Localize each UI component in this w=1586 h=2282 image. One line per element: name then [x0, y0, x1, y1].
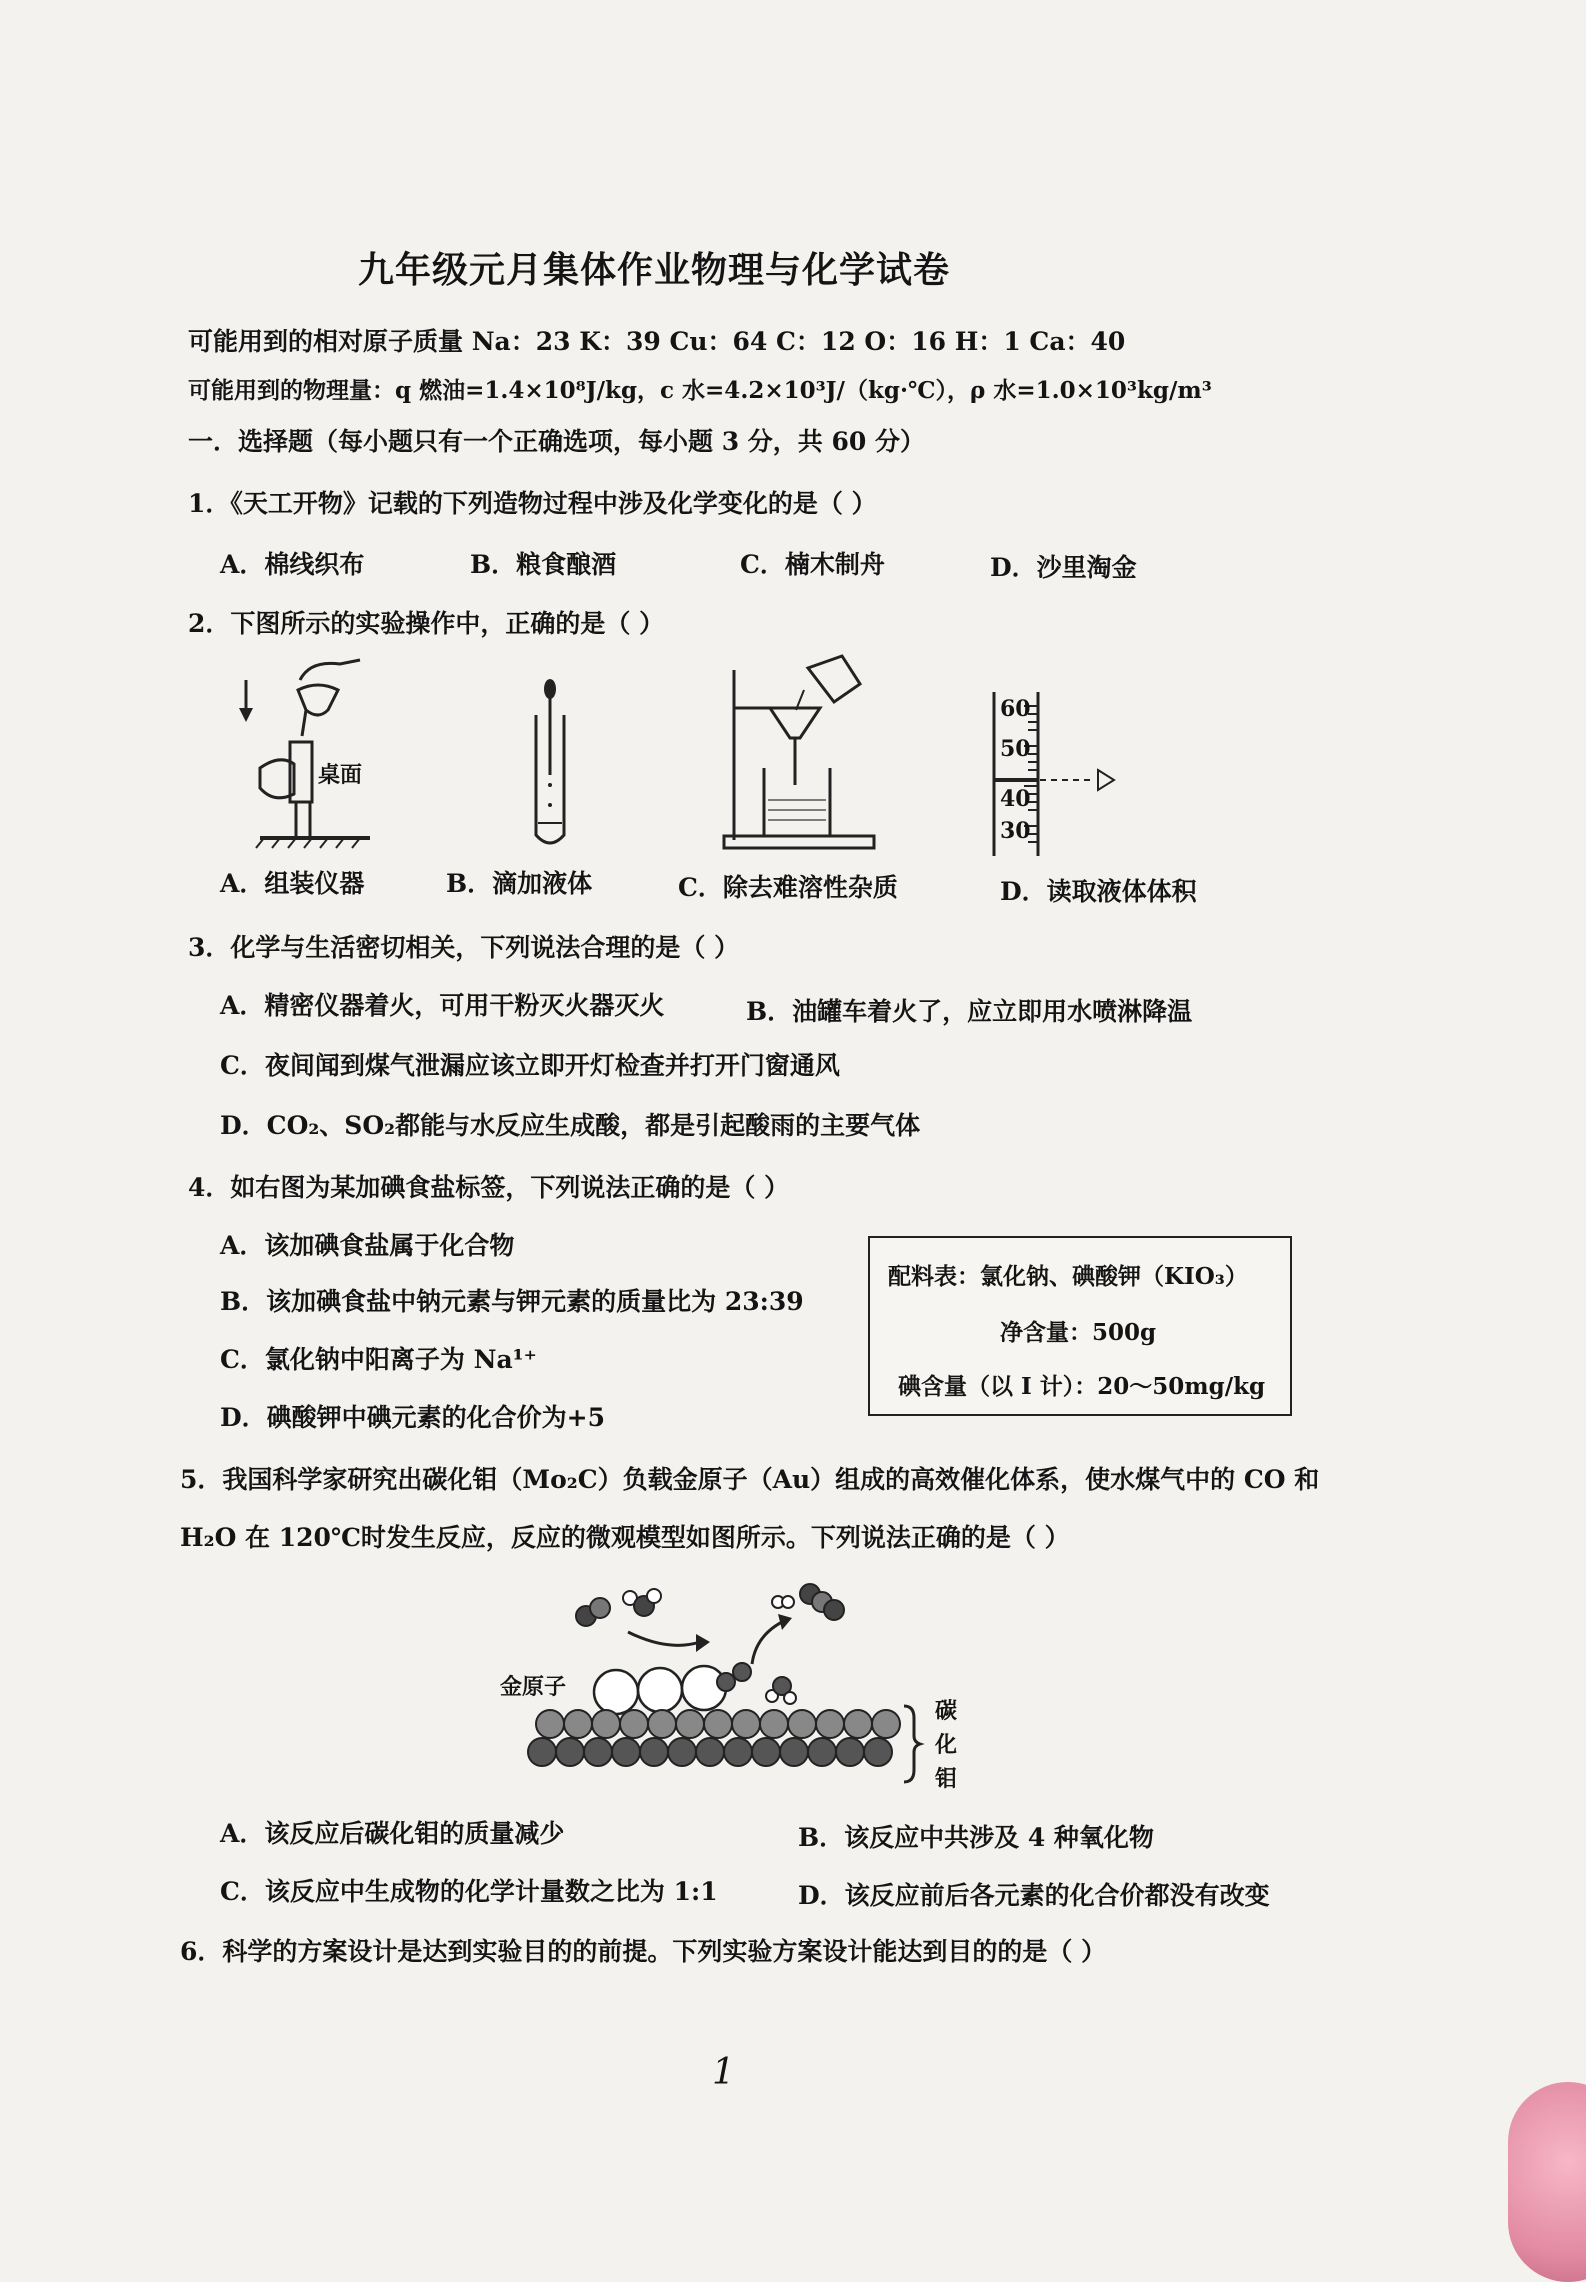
q5-option-a: A．该反应后碳化钼的质量减少 [220, 1819, 565, 1848]
q1-option-b: B．粮食酿酒 [470, 550, 617, 579]
q1-option-c: C．楠木制舟 [740, 550, 885, 579]
q5-option-b: B．该反应中共涉及 4 种氧化物 [798, 1823, 1154, 1852]
iodized-salt-label [868, 1236, 1292, 1416]
q2-option-b: B．滴加液体 [446, 869, 593, 898]
q4-option-a: A．该加碘食盐属于化合物 [220, 1231, 515, 1260]
atomic-mass-line: 可能用到的相对原子质量 Na：23 K：39 Cu：64 C：12 O：16 H：1 Ca：40 [188, 327, 1126, 356]
q3-option-b: B．油罐车着火了，应立即用水喷淋降温 [746, 997, 1193, 1026]
desk-label: 桌面 [318, 762, 363, 788]
exam-title: 九年级元月集体作业物理与化学试卷 [358, 250, 951, 291]
figure-dropping-liquid [520, 675, 580, 855]
finger-blur [1508, 2082, 1586, 2282]
question-6-stem: 6．科学的方案设计是达到实验目的的前提。下列实验方案设计能达到目的的是（ ） [180, 1937, 1107, 1966]
q1-option-a: A．棉线织布 [220, 550, 365, 579]
label-ingredients: 配料表：氯化钠、碘酸钾（KIO₃） [888, 1263, 1248, 1290]
q3-option-d: D．CO₂、SO₂都能与水反应生成酸，都是引起酸雨的主要气体 [220, 1111, 921, 1140]
gold-atom-label: 金原子 [500, 1674, 567, 1700]
cylinder-tick-60: 60 [1000, 696, 1031, 722]
mo2c-label-2: 化 [935, 1732, 958, 1758]
cylinder-tick-30: 30 [1000, 818, 1031, 844]
section-heading: 一．选择题（每小题只有一个正确选项，每小题 3 分，共 60 分） [188, 427, 926, 456]
q4-option-c: C．氯化钠中阳离子为 Na¹⁺ [220, 1345, 537, 1374]
question-5-stem-line-1: 5．我国科学家研究出碳化钼（Mo₂C）负载金原子（Au）组成的高效催化体系，使水煤气中的 CO 和 [180, 1465, 1320, 1494]
figure-filtration [720, 650, 880, 855]
question-5-stem-line-2: H₂O 在 120℃时发生反应，反应的微观模型如图所示。下列说法正确的是（ ） [180, 1523, 1070, 1552]
figure-assemble-apparatus [230, 650, 390, 850]
q3-option-c: C．夜间闻到煤气泄漏应该立即开灯检查并打开门窗通风 [220, 1051, 840, 1080]
q2-option-c: C．除去难溶性杂质 [678, 873, 898, 902]
q3-option-a: A．精密仪器着火，可用干粉灭火器灭火 [220, 991, 665, 1020]
q1-option-d: D．沙里淘金 [990, 553, 1137, 582]
question-1-stem: 1．《天工开物》记载的下列造物过程中涉及化学变化的是（ ） [188, 489, 877, 518]
cylinder-tick-50: 50 [1000, 736, 1031, 762]
q2-option-a: A．组装仪器 [220, 869, 365, 898]
mo2c-label-3: 钼 [935, 1766, 958, 1792]
q4-option-b: B．该加碘食盐中钠元素与钾元素的质量比为 23:39 [220, 1287, 804, 1316]
q5-option-c: C．该反应中生成物的化学计量数之比为 1:1 [220, 1877, 718, 1906]
question-2-stem: 2．下图所示的实验操作中，正确的是（ ） [188, 609, 665, 638]
question-3-stem: 3．化学与生活密切相关，下列说法合理的是（ ） [188, 933, 740, 962]
physics-quantities-line: 可能用到的物理量：q 燃油=1.4×10⁸J/kg，c 水=4.2×10³J/（kg·℃），ρ 水=1.0×10³kg/m³ [188, 377, 1212, 404]
q4-option-d: D．碘酸钾中碘元素的化合价为+5 [220, 1403, 606, 1432]
label-iodine-content: 碘含量（以 I 计）：20～50mg/kg [898, 1373, 1266, 1400]
q5-option-d: D．该反应前后各元素的化合价都没有改变 [798, 1881, 1270, 1910]
q2-option-d: D．读取液体体积 [1000, 877, 1197, 906]
figure-catalyst-model [520, 1568, 980, 1788]
mo2c-label-1: 碳 [935, 1698, 958, 1724]
question-4-stem: 4．如右图为某加碘食盐标签，下列说法正确的是（ ） [188, 1173, 790, 1202]
page-number: 1 [712, 2052, 735, 2093]
label-net-content: 净含量：500g [1000, 1319, 1157, 1346]
cylinder-tick-40: 40 [1000, 786, 1031, 812]
